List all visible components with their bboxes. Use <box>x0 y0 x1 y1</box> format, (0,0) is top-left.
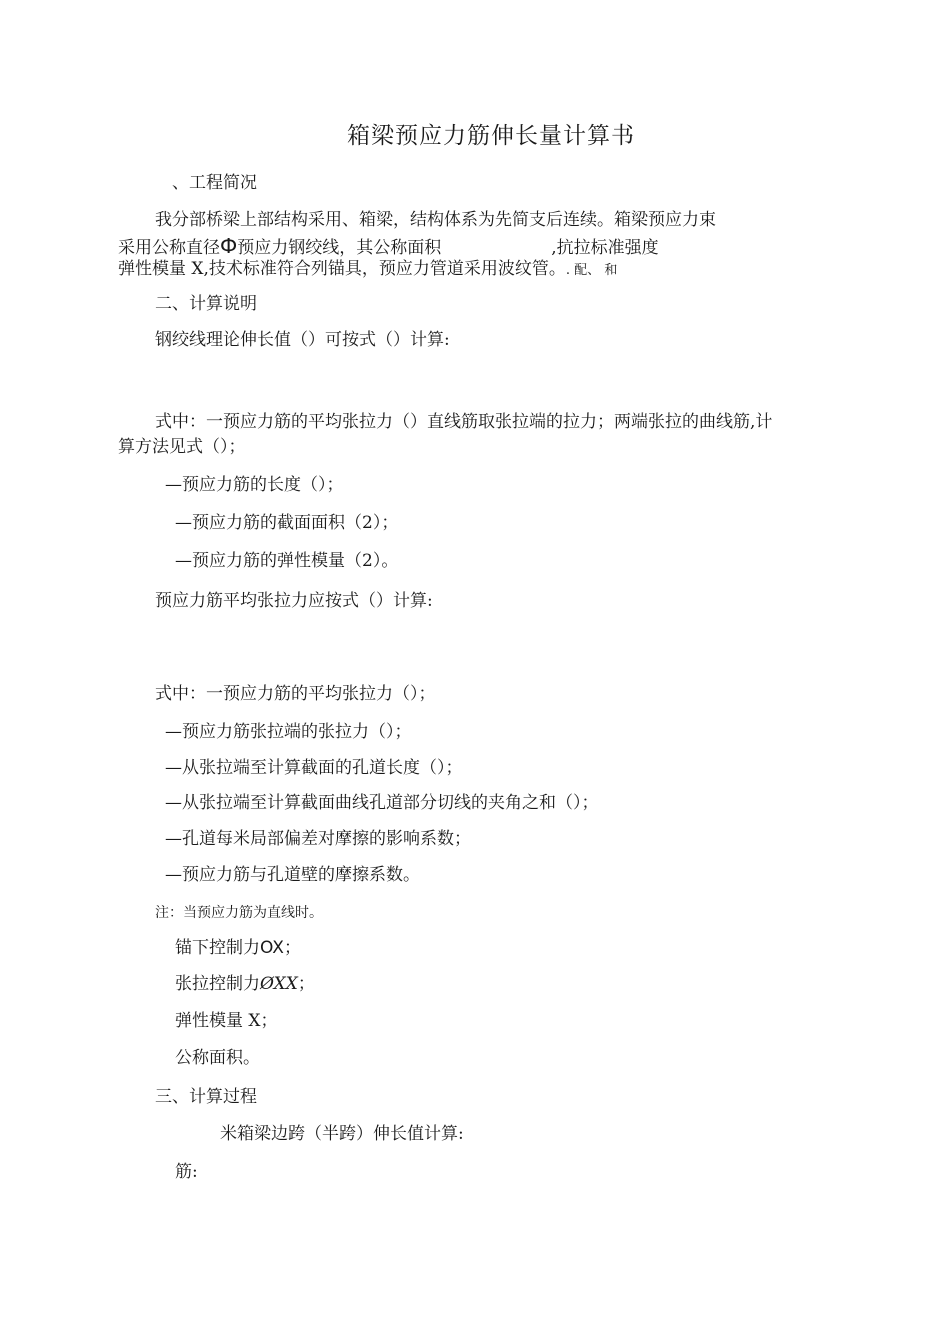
definition-wobble-coefficient: —孔道每米局部偏差对摩擦的影响系数； <box>165 829 471 849</box>
where-clause-line-1: 式中：一预应力筋的平均张拉力（）直线筋取张拉端的拉力；两端张拉的曲线筋,计 <box>155 412 773 432</box>
tension-control-label: 张拉控制力 <box>175 974 260 994</box>
overview-paragraph-line-2 <box>118 235 659 259</box>
definition-tendon-area: —预应力筋的截面面积（2）； <box>175 513 399 533</box>
elastic-modulus-line: 弹性模量 X； <box>175 1011 278 1031</box>
anchor-control-punct: ； <box>283 938 301 958</box>
overview-text-tensile-strength: ,抗拉标准强度 <box>551 238 659 258</box>
definition-tendon-modulus: —预应力筋的弹性模量（2）。 <box>175 551 399 571</box>
overview-paragraph-line-1: 我分部桥梁上部结构采用、箱梁，结构体系为先简支后连续。箱梁预应力束 <box>155 210 716 230</box>
document-title: 箱梁预应力筋伸长量计算书 <box>347 123 635 149</box>
overview-text-strand-area: 预应力钢绞线，其公称面积 <box>237 238 442 258</box>
average-force-formula-intro: 预应力筋平均张拉力应按式（）计算: <box>155 591 433 611</box>
side-span-elongation-heading: 米箱梁边跨（半跨）伸长值计算: <box>220 1124 464 1144</box>
definition-friction-coefficient: —预应力筋与孔道壁的摩擦系数。 <box>165 865 420 885</box>
where-clause-line-2: 算方法见式（）； <box>118 437 246 457</box>
definition-tendon-length: —预应力筋的长度（）； <box>165 475 344 495</box>
diameter-symbol: Ф <box>220 234 238 258</box>
overview-text-diameter: 采用公称直径 <box>118 238 220 258</box>
section-heading-calc-process: 三、计算过程 <box>155 1087 257 1107</box>
overview-paragraph-line-3 <box>118 258 617 282</box>
elongation-formula-intro: 钢绞线理论伸长值（）可按式（）计算: <box>155 330 450 350</box>
nominal-area-line: 公称面积。 <box>175 1048 260 1068</box>
anchor-control-value: OX <box>260 938 284 958</box>
anchor-control-label: 锚下控制力 <box>175 938 260 958</box>
straight-tendon-note: 注：当预应力筋为直线时。 <box>155 905 323 921</box>
definition-tangent-angle-sum: —从张拉端至计算截面曲线孔道部分切线的夹角之和（）； <box>165 793 599 813</box>
where-clause-average-force: 式中：一预应力筋的平均张拉力（）； <box>155 684 436 704</box>
section-heading-project-overview: 、工程简况 <box>172 173 257 193</box>
overview-text-anchorage-duct: 弹性模量 X,技术标准符合列锚具，预应力管道采用波纹管。 <box>118 259 566 279</box>
tension-control-punct: ； <box>297 974 315 994</box>
anchor-control-force <box>175 937 301 959</box>
tension-control-value: ØXX <box>260 974 298 994</box>
definition-tension-end-force: —预应力筋张拉端的张拉力（）； <box>165 722 412 742</box>
definition-duct-length: —从张拉端至计算截面的孔道长度（）； <box>165 758 463 778</box>
tension-control-force <box>175 973 315 995</box>
section-heading-calc-notes: 二、计算说明 <box>155 294 257 314</box>
overview-text-fragment: . 配、 和 <box>565 263 618 278</box>
tendon-label: 筋: <box>175 1162 198 1182</box>
